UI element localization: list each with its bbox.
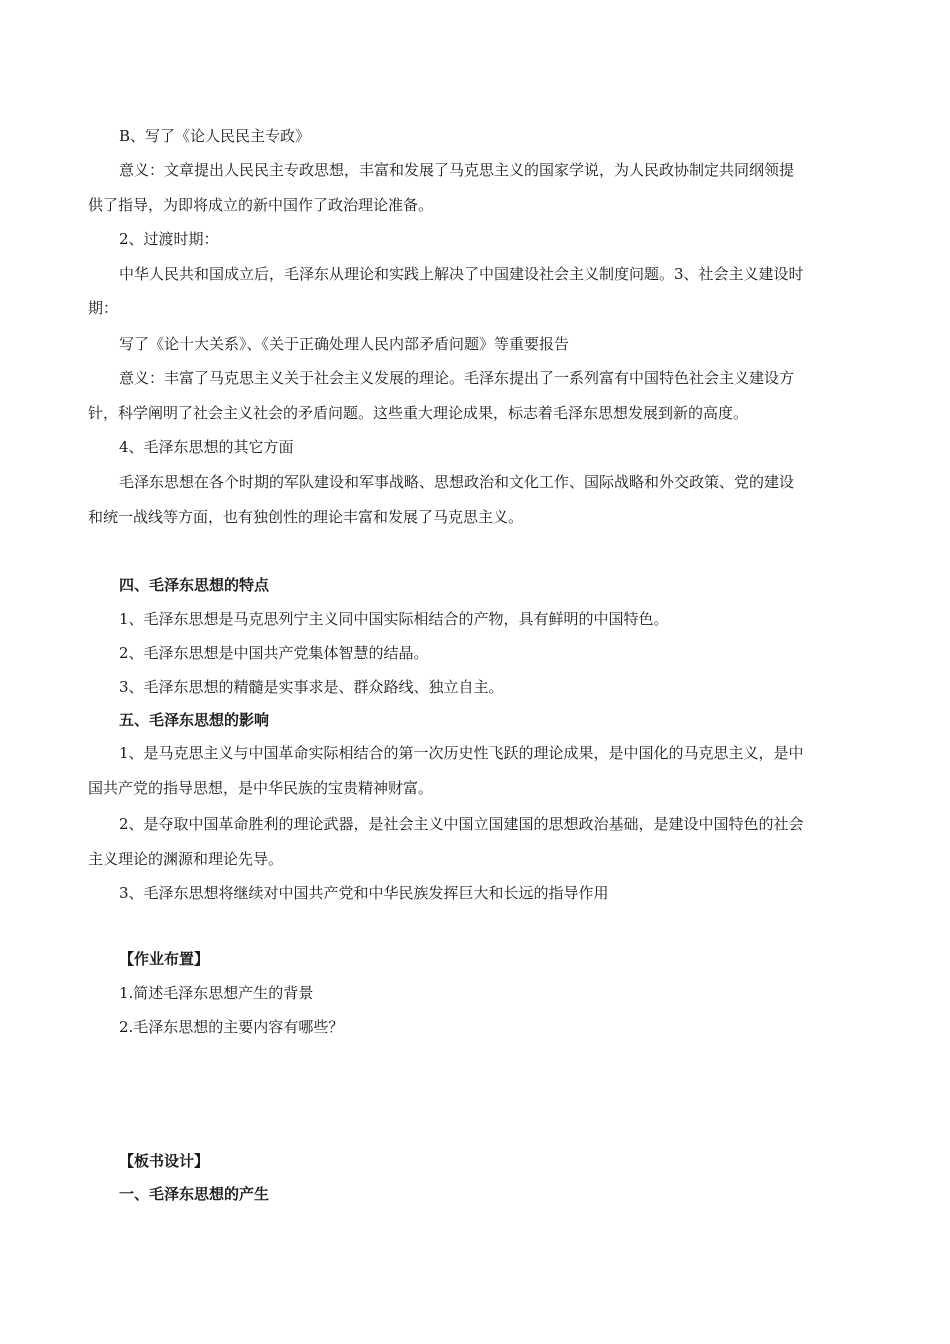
construction-meaning-line-1: 意义：丰富了马克思主义关于社会主义发展的理论。毛泽东提出了一系列富有中国特色社会主义建设方 [119,369,795,387]
board-design-heading: 【板书设计】 [119,1152,210,1170]
other-aspects-line-1: 毛泽东思想在各个时期的军队建设和军事战略、思想政治和文化工作、国际战略和外交政策、党的建设 [119,473,795,491]
influence-item-1-line-1: 1、是马克思主义与中国革命实际相结合的第一次历史性飞跃的理论成果，是中国化的马克思主义，是中 [119,744,804,762]
influence-item-3: 3、毛泽东思想将继续对中国共产党和中华民族发挥巨大和长远的指导作用 [119,884,609,902]
feature-item: 3、毛泽东思想的精髓是实事求是、群众路线、独立自主。 [119,678,504,696]
board-design-first-item: 一、毛泽东思想的产生 [119,1185,270,1203]
features-heading: 四、毛泽东思想的特点 [119,576,270,594]
homework-heading: 【作业布置】 [119,950,210,968]
b-meaning-line-2: 供了指导，为即将成立的新中国作了政治理论准备。 [88,196,434,214]
feature-item: 1、毛泽东思想是马克思列宁主义同中国实际相结合的产物，具有鲜明的中国特色。 [119,610,669,628]
influence-item-1-line-2: 国共产党的指导思想，是中华民族的宝贵精神财富。 [88,779,434,797]
feature-item: 2、毛泽东思想是中国共产党集体智慧的结晶。 [119,644,429,662]
transition-title: 2、过渡时期： [119,230,219,248]
transition-line-2: 期： [88,299,119,317]
homework-item: 1.简述毛泽东思想产生的背景 [119,984,314,1002]
b-meaning-line-1: 意义：文章提出人民民主专政思想，丰富和发展了马克思主义的国家学说，为人民政协制定共同纲领提 [119,161,795,179]
homework-item: 2.毛泽东思想的主要内容有哪些？ [119,1018,344,1036]
other-aspects-line-2: 和统一战线等方面，也有独创性的理论丰富和发展了马克思主义。 [88,508,524,526]
construction-works: 写了《论十大关系》、《关于正确处理人民内部矛盾问题》等重要报告 [119,335,570,353]
construction-meaning-line-2: 针，科学阐明了社会主义社会的矛盾问题。这些重大理论成果，标志着毛泽东思想发展到新的高度。 [88,404,749,422]
b-title: B、写了《论人民民主专政》 [119,127,311,145]
influence-item-2-line-2: 主义理论的渊源和理论先导。 [88,850,284,868]
transition-line-1: 中华人民共和国成立后，毛泽东从理论和实践上解决了中国建设社会主义制度问题。3、社会主义建设时 [119,265,804,283]
other-aspects-title: 4、毛泽东思想的其它方面 [119,438,294,456]
influence-heading: 五、毛泽东思想的影响 [119,711,270,729]
influence-item-2-line-1: 2、是夺取中国革命胜利的理论武器，是社会主义中国立国建国的思想政治基础，是建设中国特色的社会 [119,815,804,833]
